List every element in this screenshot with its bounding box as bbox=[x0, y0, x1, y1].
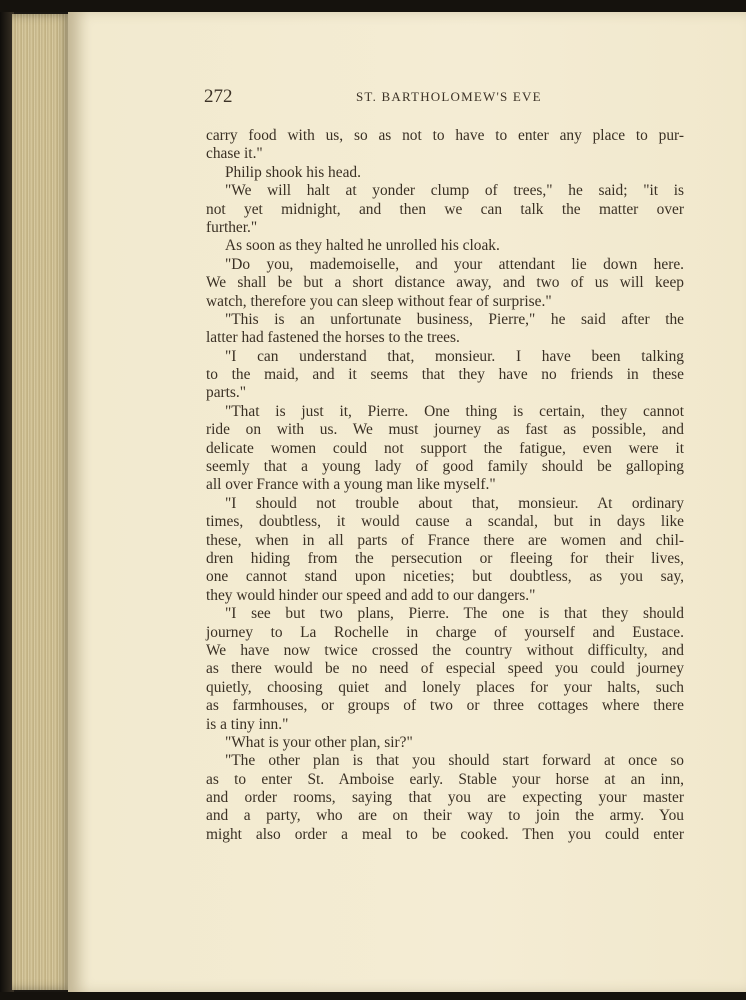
text-line: as to enter St. Amboise early. Stable your horse at an inn, bbox=[206, 770, 684, 788]
text-line: seemly that a young lady of good family should be galloping bbox=[206, 458, 684, 476]
text-line: "The other plan is that you should start forward at once so bbox=[225, 752, 684, 770]
text-line: delicate women could not support the fatigue, even were it bbox=[206, 439, 684, 457]
text-line: "This is an unfortunate business, Pierre," he said after the bbox=[225, 310, 684, 328]
text-line: carry food with us, so as not to have to enter any place to pur- bbox=[206, 127, 684, 144]
text-line: journey to La Rochelle in charge of yourself and Eustace. bbox=[206, 623, 684, 641]
text-line: one cannot stand upon niceties; but doubtless, as you say, bbox=[206, 568, 684, 586]
body-text bbox=[206, 127, 684, 844]
text-line: to the maid, and it seems that they have no friends in these bbox=[206, 366, 684, 384]
text-line: Philip shook his head. bbox=[225, 163, 361, 181]
text-line: ride on with us. We must journey as fast as possible, and bbox=[206, 421, 684, 439]
running-head: ST. BARTHOLOMEW'S EVE bbox=[356, 89, 542, 104]
text-line: We have now twice crossed the country without difficulty, and bbox=[206, 641, 684, 659]
text-line: they would hinder our speed and add to our dangers." bbox=[206, 586, 536, 604]
text-line: might also order a meal to be cooked. Then you could enter bbox=[206, 825, 684, 843]
text-line: "I can understand that, monsieur. I have been talking bbox=[225, 347, 684, 365]
text-line: as there would be no need of especial speed you could journey bbox=[206, 660, 684, 678]
text-line: parts." bbox=[206, 384, 247, 402]
page-number: 272 bbox=[204, 86, 233, 107]
text-line: latter had fastened the horses to the trees. bbox=[206, 329, 460, 347]
text-line: as farmhouses, or groups of two or three cottages where there bbox=[206, 697, 684, 715]
text-line: and a party, who are on their way to join the army. You bbox=[206, 807, 684, 825]
text-line: "That is just it, Pierre. One thing is certain, they cannot bbox=[225, 402, 684, 420]
text-line: and order rooms, saying that you are expecting your master bbox=[206, 789, 684, 807]
page-header bbox=[204, 86, 684, 108]
text-line: times, doubtless, it would cause a scandal, but in days like bbox=[206, 513, 684, 531]
text-line: is a tiny inn." bbox=[206, 715, 289, 733]
text-line: "What is your other plan, sir?" bbox=[225, 733, 413, 751]
text-line: not yet midnight, and then we can talk the matter over bbox=[206, 200, 684, 218]
text-line: "We will halt at yonder clump of trees," he said; "it is bbox=[225, 182, 684, 200]
text-line: quietly, choosing quiet and lonely places for your halts, such bbox=[206, 678, 684, 696]
page-edges bbox=[12, 14, 72, 990]
text-line: dren hiding from the persecution or fleeing for their lives, bbox=[206, 549, 684, 567]
text-line: chase it." bbox=[206, 145, 263, 163]
text-line: "I see but two plans, Pierre. The one is that they should bbox=[225, 605, 684, 623]
text-line: watch, therefore you can sleep without fear of surprise." bbox=[206, 292, 552, 310]
text-line: "I should not trouble about that, monsieur. At ordinary bbox=[225, 494, 684, 512]
text-line: further." bbox=[206, 218, 258, 236]
bottom-border bbox=[0, 992, 746, 1000]
text-line: We shall be but a short distance away, and two of us will keep bbox=[206, 274, 684, 292]
text-line: "Do you, mademoiselle, and your attendant lie down here. bbox=[225, 255, 684, 273]
text-line: these, when in all parts of France there are women and chil- bbox=[206, 531, 684, 549]
text-line: As soon as they halted he unrolled his cloak. bbox=[225, 237, 500, 255]
text-line: all over France with a young man like myself." bbox=[206, 476, 496, 494]
top-border bbox=[0, 0, 746, 12]
